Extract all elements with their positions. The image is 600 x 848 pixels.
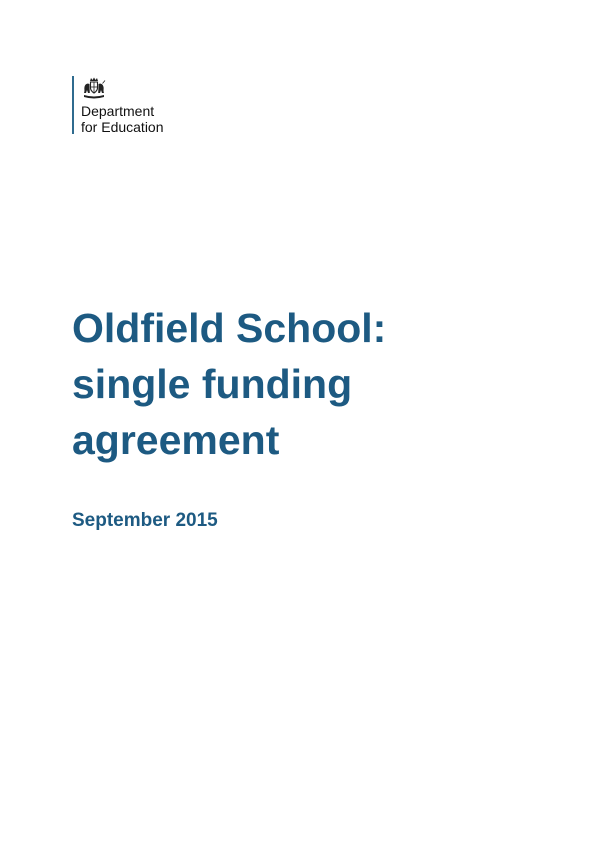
department-name [81,103,164,135]
logo-divider-line [72,76,74,134]
department-logo [72,76,212,134]
department-name-line2: for Education [81,119,164,135]
department-name-line1: Department [81,103,155,119]
title-line-3: agreement [72,417,280,463]
document-title [72,300,572,468]
title-line-2: single funding [72,361,353,407]
title-line-1: Oldfield School: [72,305,387,351]
royal-coat-of-arms-icon [81,77,107,101]
publication-date: September 2015 [72,510,218,531]
